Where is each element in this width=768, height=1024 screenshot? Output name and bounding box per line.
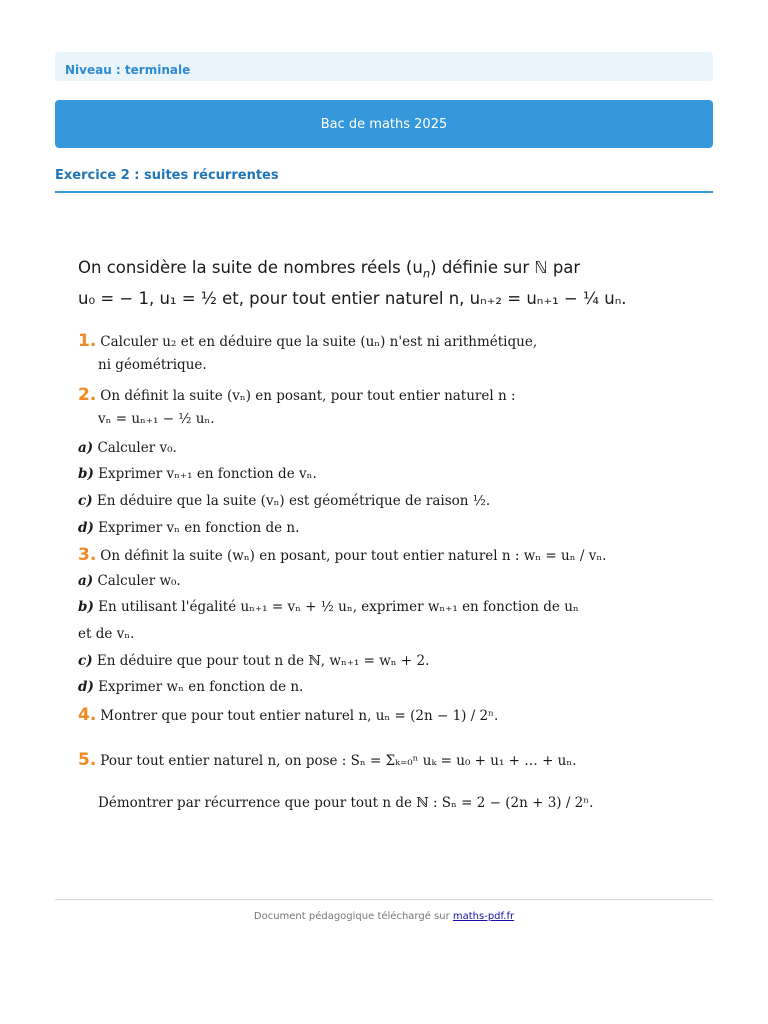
question-1: 1. Calculer u₂ et en déduire que la suite (uₙ) n'est ni arithmétique, (78, 331, 538, 351)
footer-text: Document pédagogique téléchargé sur (253, 911, 450, 922)
level-label: Niveau : terminale (65, 63, 191, 77)
question-2d: d) Exprimer vₙ en fonction de n. (78, 520, 300, 536)
page-banner (55, 100, 713, 148)
footer-divider (55, 899, 713, 900)
question-2a: a) Calculer v₀. (78, 440, 177, 456)
question-2c: c) En déduire que la suite (vₙ) est géométrique de raison ½. (78, 493, 491, 509)
question-2: 2. On définit la suite (vₙ) en posant, pour tout entier naturel n : (78, 385, 516, 405)
question-3c: c) En déduire que pour tout n de ℕ, wₙ₊₁ = wₙ + 2. (78, 653, 430, 669)
question-number: 1. (78, 331, 97, 351)
intro-line-1: On considère la suite de nombres réels $(u_n)$ définie sur ℕ par (78, 258, 581, 281)
banner-title: Bac de maths 2025 (320, 116, 448, 132)
question-3: 3. On définit la suite (wₙ) en posant, pour tout entier naturel n : wₙ = uₙ / vₙ. (78, 545, 607, 565)
question-3d: d) Exprimer wₙ en fonction de n. (78, 679, 304, 695)
question-4: 4. Montrer que pour tout entier naturel n, uₙ = (2n − 1) / 2ⁿ. (78, 705, 499, 725)
intro-line-2: u₀ = − 1, u₁ = ½ et, pour tout entier naturel n, uₙ₊₂ = uₙ₊₁ − ¼ uₙ. (78, 289, 627, 308)
question-3b-continued: et de vₙ. (78, 626, 135, 642)
question-number: 3. (78, 545, 97, 565)
question-5-continued: Démontrer par récurrence que pour tout n de ℕ : Sₙ = 2 − (2n + 3) / 2ⁿ. (98, 795, 594, 811)
question-3b: b) En utilisant l'égalité uₙ₊₁ = vₙ + ½ uₙ, exprimer wₙ₊₁ en fonction de uₙ (78, 599, 579, 615)
exercise-title: Exercice 2 : suites récurrentes (55, 168, 713, 193)
question-number: 4. (78, 705, 97, 725)
question-1-continued: ni géométrique. (98, 357, 207, 373)
footer (0, 911, 768, 922)
question-5: 5. Pour tout entier naturel n, on pose : Sₙ = Σₖ₌₀ⁿ uₖ = u₀ + u₁ + … + uₙ. (78, 750, 577, 770)
question-number: 5. (78, 750, 97, 770)
level-badge (55, 52, 713, 81)
question-2-definition: vₙ = uₙ₊₁ − ½ uₙ. (98, 411, 215, 427)
question-3a: a) Calculer w₀. (78, 573, 181, 589)
question-2b: b) Exprimer vₙ₊₁ en fonction de vₙ. (78, 466, 317, 482)
footer-link[interactable]: maths-pdf.fr (452, 911, 515, 922)
question-number: 2. (78, 385, 97, 405)
